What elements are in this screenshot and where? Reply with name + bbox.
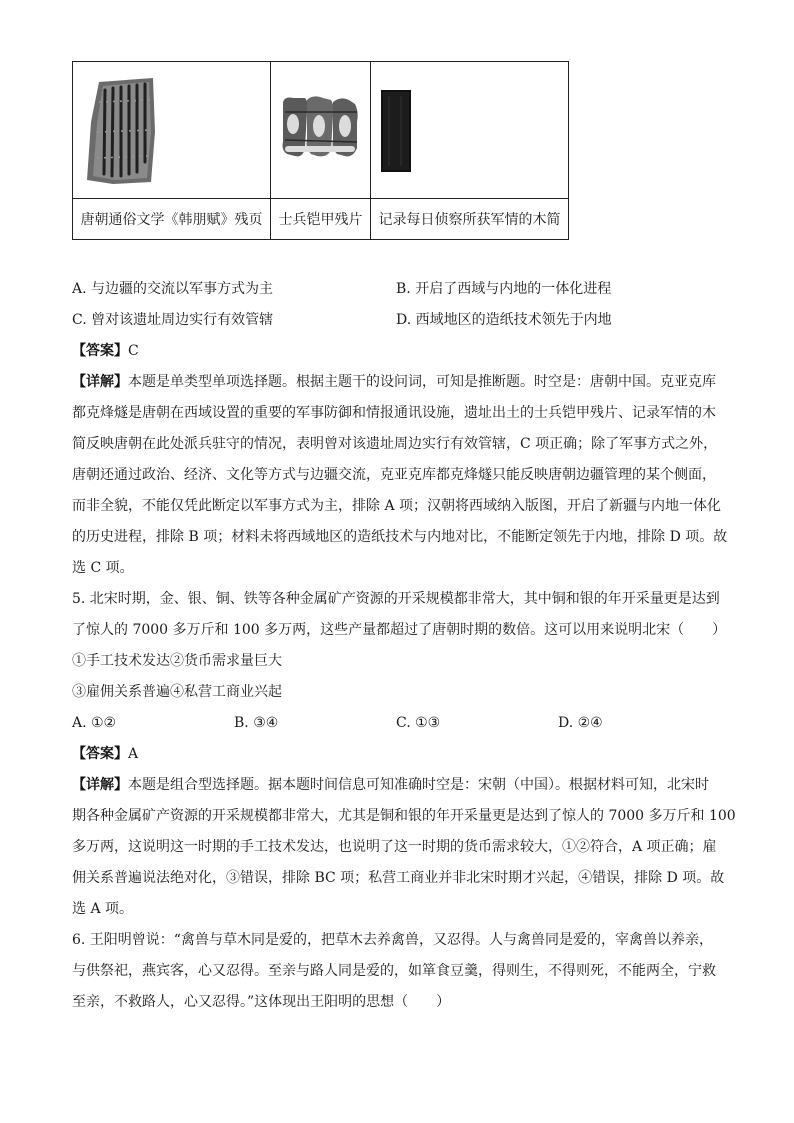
- detail-line: [72, 770, 724, 801]
- answer-value: C: [128, 343, 139, 359]
- question-6-block: [72, 925, 724, 1018]
- option-a: A. 与边疆的交流以军事方式为主: [72, 281, 274, 297]
- answer-label: 【答案】: [72, 343, 128, 359]
- wooden-slip-image: [371, 62, 568, 198]
- stem-line: 5. 北宋时期，金、银、铜、铁等各种金属矿产资源的开采规模都非常大，其中铜和银的年开采量更是达到: [72, 591, 720, 607]
- detail-line: 选 A 项。: [72, 901, 134, 917]
- detail-line: 唐朝还通过政治、经济、文化等方式与边疆交流，克亚克库都克烽燧只能反映唐朝边疆管理的某个侧面，: [72, 467, 716, 483]
- option-b: B. ③④: [234, 715, 279, 731]
- detail-line: 而非全貌，不能仅凭此断定以军事方式为主，排除 A 项；汉朝将西域纳入版图，开启了新疆与内地一体化: [72, 498, 722, 514]
- option-c: C. ①③: [396, 715, 441, 731]
- detail-line: 简反映唐朝在此处派兵驻守的情况，表明曾对该遗址周边实行有效管辖，C 项正确；除了军事方式之外，: [72, 436, 718, 452]
- option-row: [72, 274, 724, 305]
- table-cell-armor: [271, 62, 371, 199]
- stem-line: 6. 王阳明曾说：“禽兽与草木同是爱的，把草木去养禽兽，又忍得。人与禽兽同是爱的，宰禽兽以养亲，: [72, 932, 713, 948]
- table-cell-manuscript: [73, 62, 271, 199]
- option-c: C. 曾对该遗址周边实行有效管辖: [72, 312, 274, 328]
- stem-line: ①手工技术发达②货币需求量巨大: [72, 653, 282, 669]
- detail-line: [72, 367, 724, 398]
- stem-line: ③雇佣关系普遍④私营工商业兴起: [72, 684, 282, 700]
- answer-label: 【答案】: [72, 746, 128, 762]
- caption-wooden-slip: 记录每日侦察所获军情的木简: [371, 199, 569, 240]
- manuscript-fragment-image: [73, 62, 270, 198]
- caption-armor: 士兵铠甲残片: [271, 199, 371, 240]
- armor-fragment-image: [271, 62, 370, 198]
- stem-line: 至亲，不救路人，心又忍得。”这体现出王阳明的思想（ ）: [72, 994, 451, 1010]
- option-b: B. 开启了西域与内地的一体化进程: [396, 281, 612, 297]
- question-4-block: [72, 274, 728, 584]
- detail-label: 【详解】: [72, 374, 128, 390]
- option-a: A. ①②: [72, 715, 117, 731]
- option-d: D. 西域地区的造纸技术领先于内地: [396, 312, 612, 328]
- detail-text: 本题是组合型选择题。据本题时间信息可知准确时空是：宋朝（中国）。根据材料可知，北宋时: [128, 777, 709, 793]
- caption-manuscript: 唐朝通俗文学《韩朋赋》残页: [73, 199, 271, 240]
- stem-line: 了惊人的 7000 多万斤和 100 多万两，这些产量都超过了唐朝时期的数倍。这可以用来说明北宋（ ）: [72, 622, 727, 638]
- detail-line: 佣关系普遍说法绝对化，③错误，排除 BC 项；私营工商业并非北宋时期才兴起，④错误，排除 D 项。故: [72, 870, 725, 886]
- answer-line: [72, 336, 724, 367]
- detail-line: 多万两，这说明这一时期的手工技术发达，也说明了这一时期的货币需求较大，①②符合，A 项正确；雇: [72, 839, 717, 855]
- detail-line: 的历史进程，排除 B 项；材料未将西域地区的造纸技术与内地对比，不能断定领先于内地，排除 D 项。故: [72, 529, 728, 545]
- table-cell-wooden-slip: [371, 62, 569, 199]
- detail-line: 都克烽燧是唐朝在西域设置的重要的军事防御和情报通讯设施，遗址出土的士兵铠甲残片、记录军情的木: [72, 405, 716, 421]
- answer-line: [72, 739, 724, 770]
- option-row: [72, 305, 724, 336]
- detail-text: 本题是单类型单项选择题。根据主题干的设问词，可知是推断题。时空是：唐朝中国。克亚克库: [128, 374, 716, 390]
- detail-line: 选 C 项。: [72, 560, 134, 576]
- question-5-block: [72, 584, 736, 925]
- detail-line: 期各种金属矿产资源的开采规模都非常大，尤其是铜和银的年开采量更是达到了惊人的 7000 多万斤和 100: [72, 808, 736, 824]
- stem-line: 与供祭祀，燕宾客，心又忍得。至亲与路人同是爱的，如箪食豆羹，得则生，不得则死，不能两全，宁救: [72, 963, 716, 979]
- option-d: D. ②④: [558, 715, 603, 731]
- answer-value: A: [128, 746, 139, 762]
- option-row: [72, 708, 724, 739]
- artifact-table: [72, 61, 569, 240]
- detail-label: 【详解】: [72, 777, 128, 793]
